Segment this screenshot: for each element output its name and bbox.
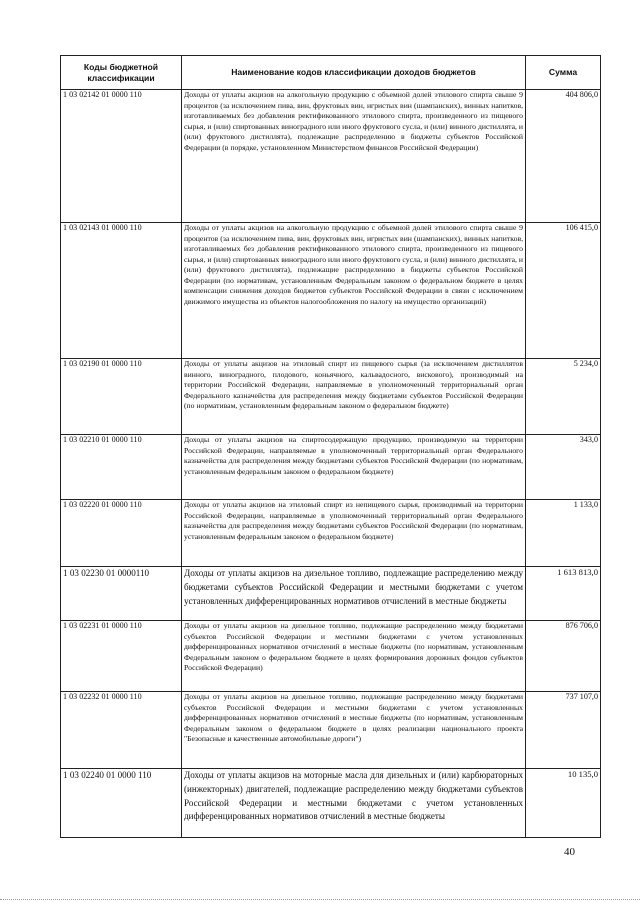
row-amount: 1 133,0 bbox=[526, 500, 601, 567]
row-name: Доходы от уплаты акцизов на алкогольную продукцию с объемной долей этилового спирта свыше 9 процентов (за исключением пива, вин, фруктовых вин, игристых вин (шампанских), винных напитков, изготавливаемых без добавления ректификованного этилового спирта, произведенного из пищевого сырья, и (или) спиртованных виноградного или иного фруктового сусла, и (или) винного дистиллята, и (или) фруктового дистиллята), подлежащие распределению в бюджеты субъектов Российской Федерации (в порядке, установленном Министерством финансов Российской Федерации) bbox=[182, 90, 526, 223]
row-code: 1 03 02142 01 0000 110 bbox=[61, 90, 182, 223]
row-amount: 737 107,0 bbox=[526, 692, 601, 769]
row-name: Доходы от уплаты акцизов на этиловый спирт из пищевого сырья (за исключением дистиллятов винного, виноградного, плодового, коньячного, кальвадосного, вискового), производимый на территории Российской Федерации, направляемые в уполномоченный территориальный орган Федерального казначейства для распределения между бюджетами субъектов Российской Федерации (по нормативам, установленным федеральным законом о федеральном бюджете) bbox=[182, 359, 526, 435]
row-name: Доходы от уплаты акцизов на спиртосодержащую продукцию, производимую на территории Российской Федерации, направляемые в уполномоченный территориальный орган Федерального казначейства для распределения между бюджетами субъектов Российской Федерации (по нормативам, установленным федеральным законом о федеральном бюджете) bbox=[182, 435, 526, 500]
row-amount: 343,0 bbox=[526, 435, 601, 500]
row-code: 1 03 02240 01 0000 110 bbox=[61, 769, 182, 838]
row-name: Доходы от уплаты акцизов на дизельное топливо, подлежащие распределению между бюджетами субъектов Российской Федерации и местными бюджетами с учетом установленных дифференцированных нормативов отчислений в местные бюджеты bbox=[182, 567, 526, 621]
row-amount: 876 706,0 bbox=[526, 621, 601, 692]
header-amount: Сумма bbox=[526, 56, 601, 90]
table-row bbox=[61, 359, 601, 435]
header-name: Наименование кодов классификации доходов бюджетов bbox=[182, 56, 526, 90]
row-amount: 1 613 813,0 bbox=[526, 567, 601, 621]
row-code: 1 03 02220 01 0000 110 bbox=[61, 500, 182, 567]
row-name: Доходы от уплаты акцизов на дизельное топливо, подлежащие распределению между бюджетами субъектов Российской Федерации и местными бюджетами с учетом установленных дифференцированных нормативов отчислений в местные бюджеты (по нормативам, установленным Федеральным законом о федеральном бюджете в целях реализации национального проекта "Безопасные и качественные автомобильные дороги") bbox=[182, 692, 526, 769]
row-code: 1 03 02231 01 0000 110 bbox=[61, 621, 182, 692]
scan-edge-divider bbox=[0, 899, 640, 902]
table-row bbox=[61, 567, 601, 621]
row-code: 1 03 02190 01 0000 110 bbox=[61, 359, 182, 435]
row-code: 1 03 02143 01 0000 110 bbox=[61, 223, 182, 359]
row-name: Доходы от уплаты акцизов на этиловый спирт из непищевого сырья, производимый на территории Российской Федерации, направляемые в уполномоченный территориальный орган Федерального казначейства для распределения между бюджетами субъектов Российской Федерации (по нормативам, установленным федеральным законом о федеральном бюджете) bbox=[182, 500, 526, 567]
table-row bbox=[61, 692, 601, 769]
row-amount: 106 415,0 bbox=[526, 223, 601, 359]
table-row bbox=[61, 223, 601, 359]
table-row bbox=[61, 621, 601, 692]
budget-revenue-table bbox=[60, 55, 601, 838]
row-amount: 5 234,0 bbox=[526, 359, 601, 435]
row-amount: 404 806,0 bbox=[526, 90, 601, 223]
row-name: Доходы от уплаты акцизов на алкогольную продукцию с объемной долей этилового спирта свыше 9 процентов (за исключением пива, вин, фруктовых вин, игристых вин (шампанских), винных напитков, изготавливаемых без добавления ректификованного этилового спирта, произведенного из пищевого сырья, и (или) спиртованных виноградного или иного фруктового сусла, и (или) винного дистиллята, и (или) фруктового дистиллята), подлежащие распределению в бюджеты субъектов Российской Федерации (по нормативам, установленным Федеральным законом о федеральном бюджете в целях компенсации снижения доходов бюджетов субъектов Российской Федерации в связи с исключением движимого имущества из объектов налогообложения по налогу на имущество организаций) bbox=[182, 223, 526, 359]
row-amount: 10 135,0 bbox=[526, 769, 601, 838]
row-name: Доходы от уплаты акцизов на дизельное топливо, подлежащие распределению между бюджетами субъектов Российской Федерации и местными бюджетами с учетом установленных дифференцированных нормативов отчислений в местные бюджеты (по нормативам, установленным Федеральным законом о федеральном бюджете в целях формирования дорожных фондов субъектов Российской Федерации) bbox=[182, 621, 526, 692]
row-code: 1 03 02210 01 0000 110 bbox=[61, 435, 182, 500]
row-code: 1 03 02232 01 0000 110 bbox=[61, 692, 182, 769]
table-header-row bbox=[61, 56, 601, 90]
row-code: 1 03 02230 01 0000110 bbox=[61, 567, 182, 621]
table-row bbox=[61, 90, 601, 223]
row-name: Доходы от уплаты акцизов на моторные масла для дизельных и (или) карбюраторных (инжекторных) двигателей, подлежащие распределению между бюджетами субъектов Российской Федерации и местными бюджетами с учетом установленных дифференцированных нормативов отчислений в местные бюджеты bbox=[182, 769, 526, 838]
page-number: 40 bbox=[564, 846, 575, 858]
table-row bbox=[61, 769, 601, 838]
header-code: Коды бюджетной классификации bbox=[61, 56, 182, 90]
table-row bbox=[61, 435, 601, 500]
table-row bbox=[61, 500, 601, 567]
